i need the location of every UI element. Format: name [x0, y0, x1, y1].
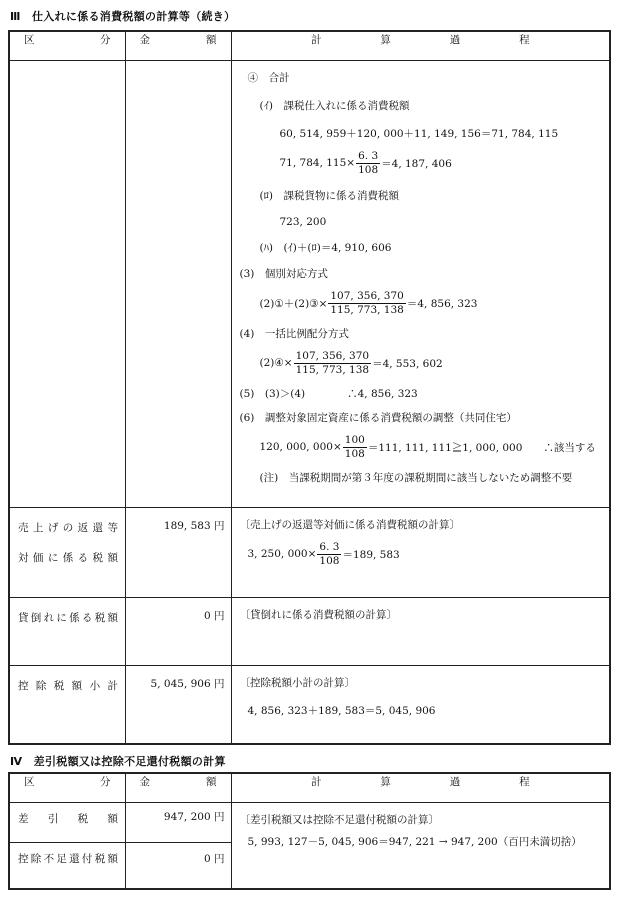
baddebt-amount: 0 円 — [125, 598, 231, 666]
returns-calc-title: 〔売上げの返還等対価に係る消費税額の計算〕 — [239, 519, 460, 531]
header-kubun: 区 分 — [9, 773, 125, 803]
section-4-header-row — [9, 773, 610, 803]
baddebt-label: 貸 倒 れ に 係 る 税 額 — [9, 598, 125, 666]
sashihiki-row — [9, 803, 610, 843]
returns-row — [9, 508, 610, 598]
header-process: 計 算 過 程 — [231, 773, 610, 803]
individual-method-heading: (3) 個別対応方式 — [239, 268, 328, 280]
adjustment-note: (注) 当課税期間が第３年度の課税期間に該当しないため調整不要 — [259, 472, 573, 484]
baddebt-process — [231, 598, 610, 666]
sashihiki-calc-title: 〔差引税額又は控除不足還付税額の計算〕 — [239, 814, 439, 826]
fraction: $\frac{107, 356, 370}{115, 773, 138}$ — [330, 289, 404, 316]
subtotal-row — [9, 666, 610, 744]
sashihiki-process — [231, 803, 610, 889]
subtotal-amount: 5, 045, 906 円 — [125, 666, 231, 744]
proportional-method-calc: (2)④× $\frac{107, 356, 370}{115, 773, 138}$ ＝4, 553, 602 — [259, 349, 443, 376]
sashihiki-calc: 5, 993, 127－5, 045, 906＝947, 221 → 947, 200（百円未満切捨） — [247, 836, 582, 848]
item-ha-line: (ﾊ) (ｲ)＋(ﾛ)＝4, 910, 606 — [259, 242, 392, 254]
baddebt-calc-title: 〔貸倒れに係る消費税額の計算〕 — [239, 609, 397, 621]
sashihiki-label: 差 引 税 額 — [9, 803, 125, 843]
header-kingaku: 金 額 — [125, 31, 231, 61]
subtotal-calc-title: 〔控除税額小計の計算〕 — [239, 677, 355, 689]
header-kubun: 区 分 — [9, 31, 125, 61]
returns-process — [231, 508, 610, 598]
returns-amount: 189, 583 円 — [125, 508, 231, 598]
returns-calc: 3, 250, 000× $\frac{6. 3}{108}$ ＝189, 583 — [247, 540, 400, 567]
kanpu-label: 控 除 不 足 還 付 税 額 — [9, 843, 125, 889]
section-3-header-row — [9, 31, 610, 61]
item-i-multiply: 71, 784, 115× $\frac{6. 3}{108}$ ＝4, 187, 406 — [279, 149, 452, 176]
section-3-title: Ⅲ 仕入れに係る消費税額の計算等（続き） — [10, 10, 236, 23]
individual-method-calc: (2)①＋(2)③× $\frac{107, 356, 370}{115, 773, 138}$ ＝4, 856, 323 — [259, 289, 478, 316]
empty-label-cell — [9, 61, 125, 508]
empty-amount-cell — [125, 61, 231, 508]
adjustment-heading: (6) 調整対象固定資産に係る消費税額の調整（共同住宅） — [239, 412, 517, 424]
adjustment-calc: 120, 000, 000× $\frac{100}{108}$ ＝111, 111, 111≧1, 000, 000 ∴該当する — [259, 433, 596, 460]
returns-label: 売 上 げ の 返 還 等 対 価 に 係 る 税 額 — [9, 508, 125, 598]
subtotal-process — [231, 666, 610, 744]
fraction: $\frac{6. 3}{108}$ — [358, 149, 379, 176]
section-3-table — [8, 30, 611, 745]
item-ro-value: 723, 200 — [279, 216, 327, 228]
section-4-title: Ⅳ 差引税額又は控除不足還付税額の計算 — [10, 755, 226, 768]
fraction: $\frac{100}{108}$ — [344, 433, 365, 460]
baddebt-row — [9, 598, 610, 666]
item-i-label: (ｲ) 課税仕入れに係る消費税額 — [259, 100, 410, 112]
total-heading: ④ 合計 — [247, 72, 290, 84]
item-i-sum: 60, 514, 959＋120, 000＋11, 149, 156＝71, 784, 115 — [279, 128, 559, 140]
fraction: $\frac{107, 356, 370}{115, 773, 138}$ — [295, 349, 370, 376]
subtotal-label: 控 除 税 額 小 計 — [9, 666, 125, 744]
sashihiki-amount: 947, 200 円 — [125, 803, 231, 843]
section-4-table — [8, 772, 611, 890]
item-ro-label: (ﾛ) 課税貨物に係る消費税額 — [259, 190, 399, 202]
subtotal-calc: 4, 856, 323＋189, 583＝5, 045, 906 — [247, 705, 436, 717]
proportional-method-heading: (4) 一括比例配分方式 — [239, 328, 349, 340]
fraction: $\frac{6. 3}{108}$ — [319, 540, 340, 567]
kanpu-amount: 0 円 — [125, 843, 231, 889]
calc-process-cell — [231, 61, 610, 508]
calc-continuation-row — [9, 61, 610, 508]
header-kingaku: 金 額 — [125, 773, 231, 803]
header-process: 計 算 過 程 — [231, 31, 610, 61]
comparison-line: (5) (3)＞(4) ∴4, 856, 323 — [239, 388, 418, 400]
